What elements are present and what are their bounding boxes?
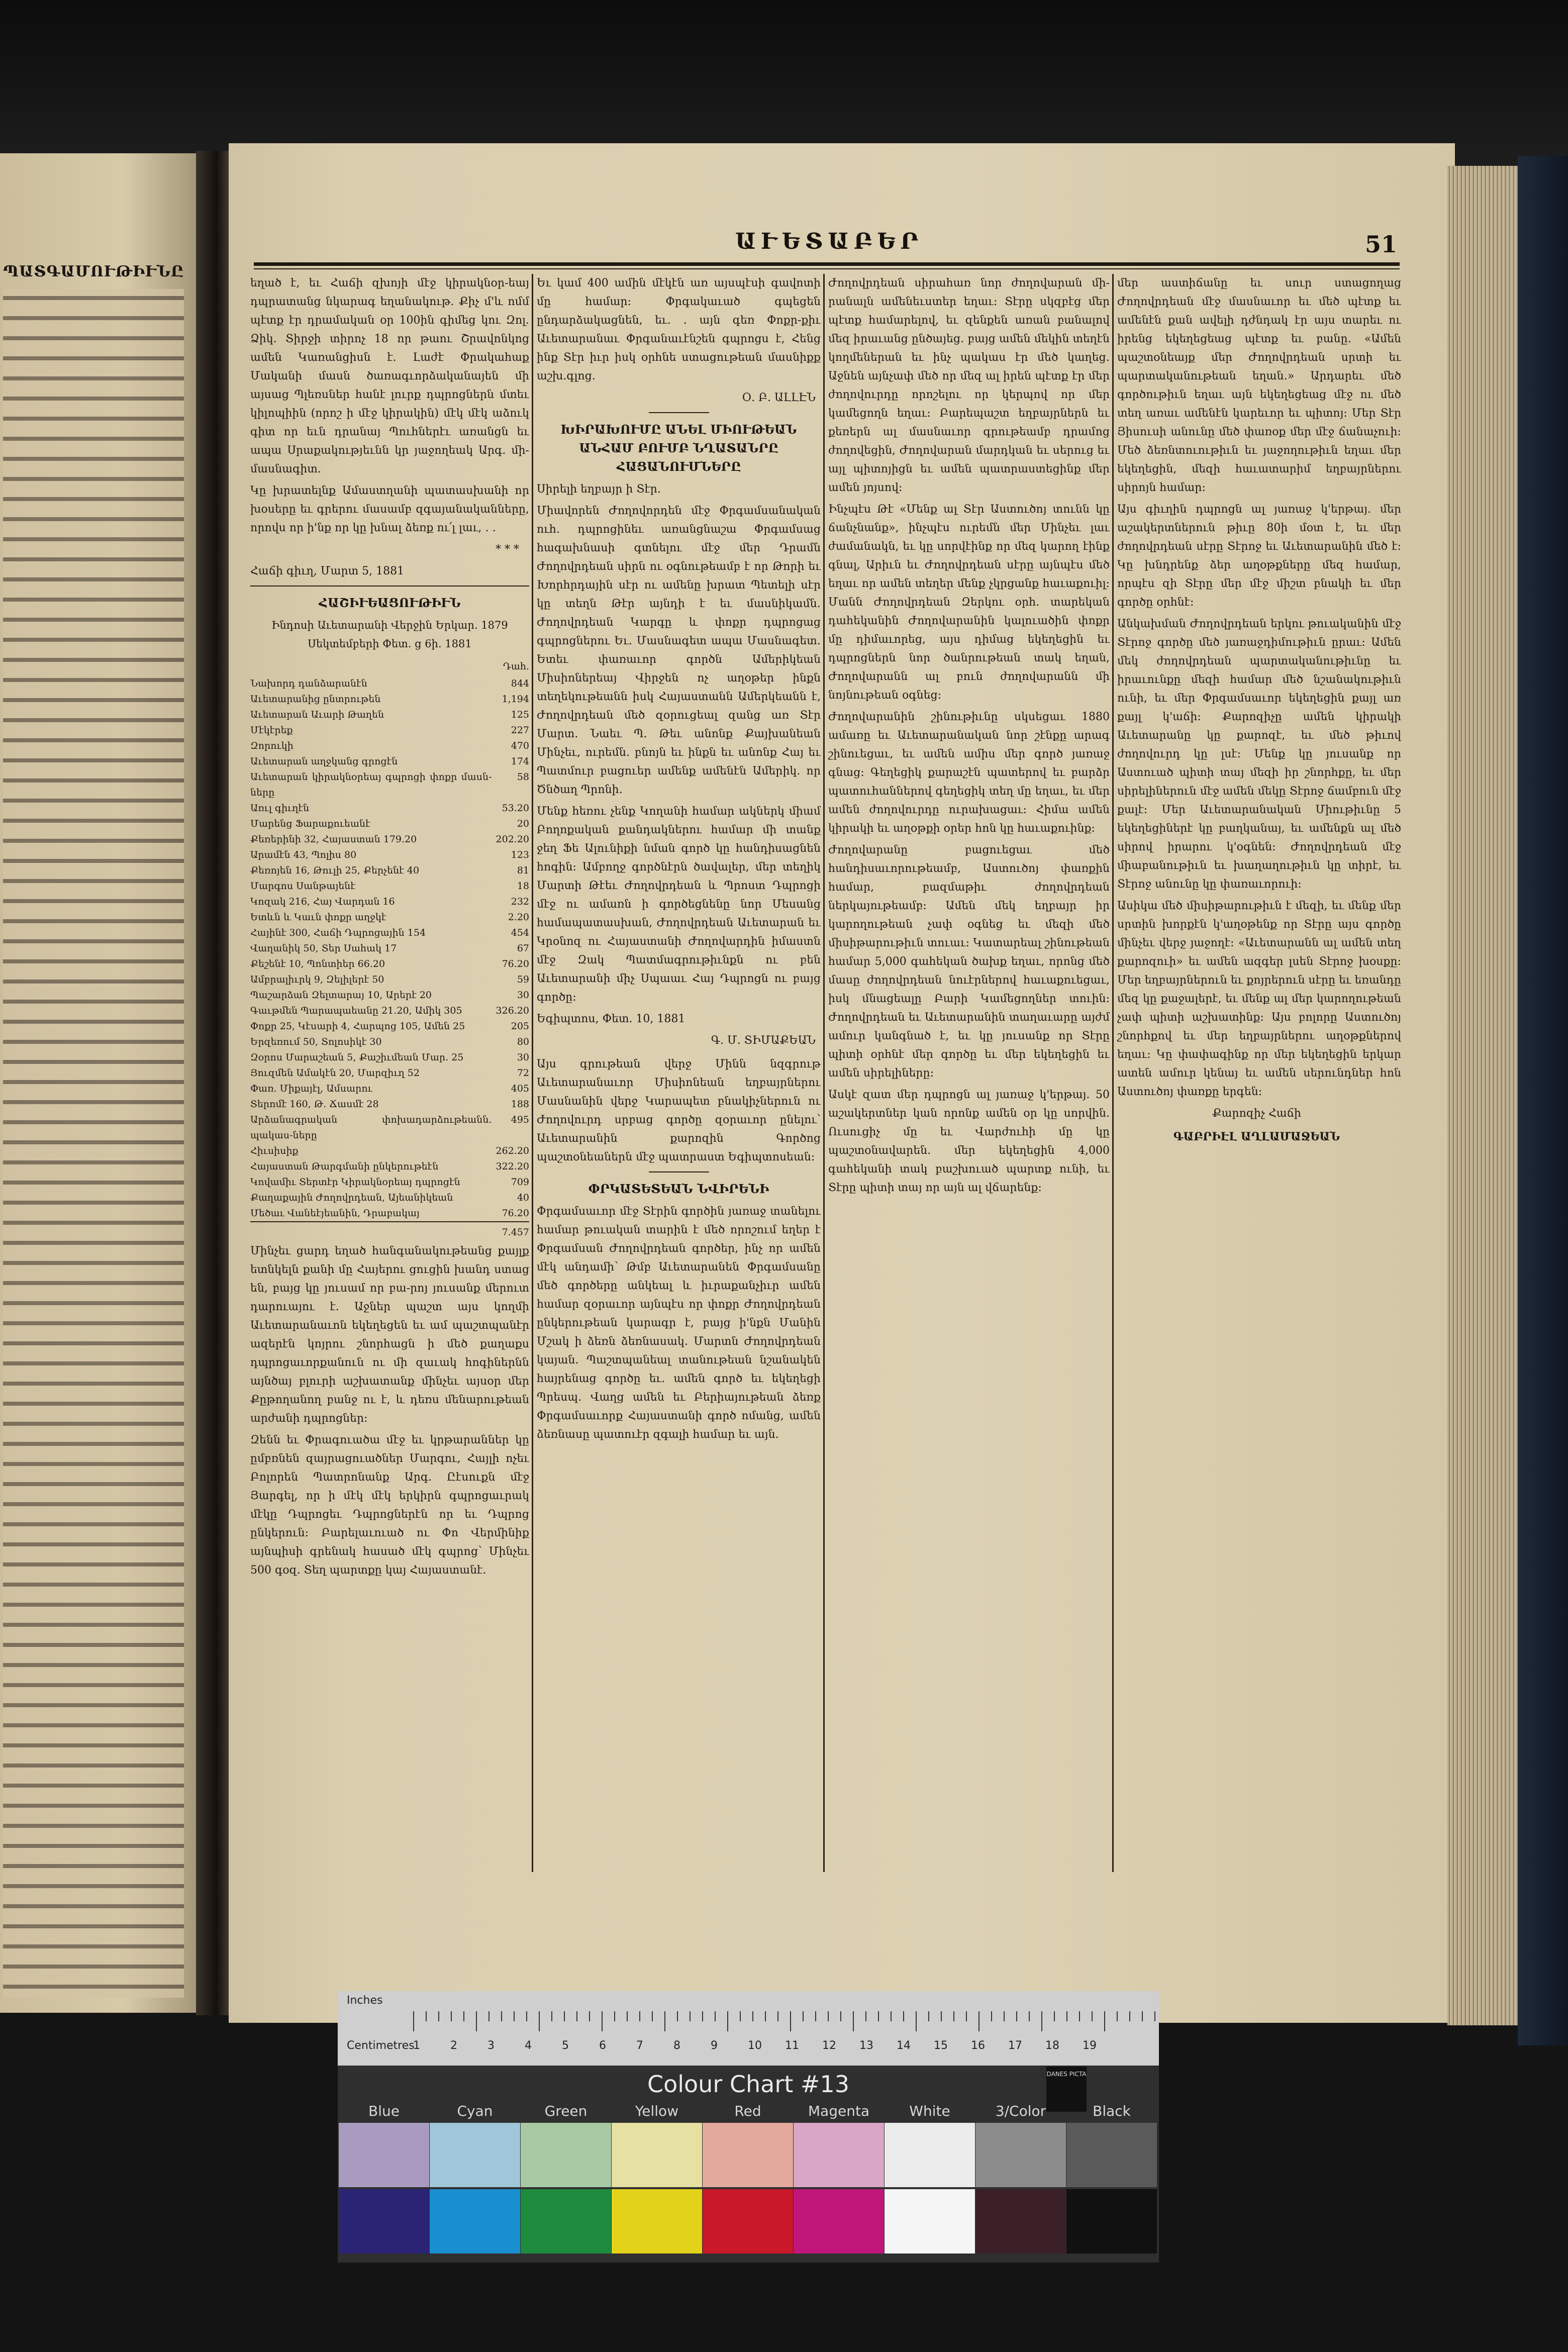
- paragraph: Ասիկա մեծ միսիթարութիւն է մեզի, եւ մենք մեր սրտին խորքէն կ'աղօթենք որ Տէրը այս գործը մինչեւ վերջ յաջողէ։ «Աւետարանն ալ ամեն տեղ քարոզուի» եւ ամեն ազգեր լսեն Տէրոջ խօսքը։ Մեր եղբայրներուն եւ քոյրերուն սէրը եւ եռանդը մեզ կը քաջալերէ, եւ մենք ալ մեր կարողութեան չափ պիտի աշխատինք։ Այս բոլորը Աստուծոյ շնորհքով եւ մեր եղբայրներու աղօթքներով եղաւ։ Կը փափագինք որ մեր եկեղեցին երկար ատեն ամուր կենայ եւ ամեն սերունդներ հոն Աստուծոյ փառքը երգեն։: [1117, 900, 1401, 1098]
- page-number: 51: [1364, 231, 1397, 258]
- accounts-row-amount: 454: [511, 927, 529, 938]
- accounts-row: [250, 707, 529, 723]
- accounts-row: [250, 878, 529, 894]
- ruler-number: 13: [859, 2039, 873, 2052]
- accounts-row-label: Մարենց Ֆարաքուեանէ: [250, 818, 370, 829]
- paragraph: Զենն եւ Փրագուածա մէջ եւ կրթարաններ կը ըմբռնեն զայրացուածներ Մարգու, Հայլի ոչեւ Բոլորեն Պատրոնանք Արգ. Ըէսուքն մէջ Յարգել, որ ի մէկ մէկ երկիրն գպրոցաւրակ մէկը Դպրոցեւ Դպրոցներէն որ եւ Դպրոց ընկերուն։ Բարելաւուած ու Փո Վերմինիք այնպիսի գրենակ հասած մէկ գպրոց՝ Մինչեւ 500 գօզ. Տեղ պարտքը կայ Հայաստանէ.: [250, 1434, 529, 1577]
- accounts-row-amount: 67: [517, 943, 529, 954]
- ruler: [338, 1991, 1159, 2066]
- ruler-tick: [526, 2011, 527, 2021]
- dateline: Հաճի գիւղ, Մարտ 5, 1881: [250, 565, 405, 577]
- accounts-row-amount: 30: [517, 990, 529, 1001]
- accounts-row-amount: 227: [511, 725, 529, 736]
- swatch-full: [612, 2189, 702, 2253]
- swatch-label: Blue: [368, 2103, 400, 2119]
- ruler-tick: [752, 2011, 753, 2021]
- ruler-tick: [639, 2011, 640, 2021]
- accounts-row-amount: 322.20: [496, 1161, 529, 1172]
- accounts-row-label: Ամբրալիւրկ 9, Զելիլերէ 50: [250, 974, 384, 985]
- accounts-row-label: Մեծաւ Վանեէյեանին, Դրաբակայ: [250, 1208, 420, 1219]
- accounts-row-amount: 30: [517, 1052, 529, 1063]
- accounts-row-amount: 81: [517, 865, 529, 876]
- page-edges: [1447, 166, 1523, 2025]
- accounts-row-label: Գաւթմեն Պարապաեանը 21.20, Ամիկ 305: [250, 1005, 462, 1016]
- accounts-row-amount: 40: [517, 1192, 529, 1203]
- accounts-table: [250, 676, 529, 1221]
- accounts-row-label: Կոզակ 216, Հայ Վարդան 16: [250, 896, 395, 907]
- accounts-row: [250, 972, 529, 988]
- ruler-tick: [966, 2011, 967, 2021]
- accounts-row-label: Աւետարանից ընտրութեն: [250, 694, 381, 705]
- swatch-tint: [703, 2123, 793, 2187]
- accounts-row-label: Հայինէ 300, Հաճի Դպրոցային 154: [250, 927, 426, 938]
- swatch-full: [339, 2189, 429, 2253]
- accounts-row: [250, 723, 529, 738]
- paragraph: Ասկէ զատ մեր դպրոցն ալ յառաջ կ'երթայ. 50 աշակերտներ կան որոնք ամեն օր կը սորվին. Ուսուցիչ մը եւ Վարժուհի մը կը պաշտօնավարեն. մեր եկեղեցին 4,000 գահեկանի տակ բաշխուած պարտք ունի, եւ Տէրը պիտի տայ որ այն ալ վճարենք։: [828, 1089, 1110, 1194]
- section-stars: * * *: [496, 543, 519, 556]
- ruler-tick: [740, 2011, 741, 2021]
- accounts-row: [250, 692, 529, 707]
- ruler-number: 14: [897, 2039, 911, 2052]
- ruler-tick: [916, 2011, 917, 2031]
- ruler-tick: [928, 2011, 929, 2021]
- accounts-row: [250, 1081, 529, 1097]
- ruler-tick: [1029, 2011, 1030, 2021]
- accounts-row-label: Յուզմեն Ամակէն 20, Մարզիւղ 52: [250, 1067, 420, 1079]
- ruler-tick: [865, 2011, 866, 2021]
- accounts-row-amount: 80: [517, 1036, 529, 1047]
- ruler-tick: [652, 2011, 653, 2021]
- accounts-row-amount: 188: [511, 1099, 529, 1110]
- ruler-tick: [715, 2011, 716, 2021]
- accounts-row-amount: 205: [511, 1021, 529, 1032]
- accounts-row: [250, 832, 529, 847]
- accounts-row-amount: 72: [517, 1067, 529, 1079]
- accounts-row: [250, 738, 529, 754]
- accounts-row-label: Երզեռում 50, Տոլոսիկէ 30: [250, 1036, 382, 1047]
- ruler-number: 12: [822, 2039, 836, 2052]
- ruler-number: 17: [1008, 2039, 1022, 2052]
- accounts-row: [250, 816, 529, 832]
- signature-name: ԳԱԲՐԻԷԼ ԱՂԼԱՄԱՋԵԱՆ: [1173, 1130, 1340, 1143]
- ruler-tick: [551, 2011, 552, 2021]
- ruler-tick: [853, 2011, 854, 2031]
- swatch-full: [1066, 2189, 1157, 2253]
- ruler-tick: [702, 2011, 703, 2021]
- paragraph: Ինչպէս Թէ «Մենք ալ Տէր Աստուծոյ տունն կը ճանչնանք», ինչպէս ուրեմն մեր Մինչեւ լաւ ժամանակն, եւ կը սորվէինք որ մեզ կարող էինք գնալ, Արիւն եւ Ժողովրդեան սէրը այնպէս մեծ եղաւ որ ամեն տեղեր մենք չկրցանք հաւաքուիլ։ Մանն Ժողովրդեան Զերկու օրհ. տարեկան դահեկանին Ժողովարանին կալուածին փոքր մը դիմաւորեց, այս դիմաց եկեղեցին եւ դպրոցներն նոր ծանրութեան տակ եղան, Ժողովարանն ալ բուն ժողովարանն մի նոյնութեան օգնեց։: [828, 503, 1110, 702]
- paragraph: Կը խրատելնք Ամաստղանի պատասխանի որ խօսերը եւ գրերու մասամբ զգայանականները, որովս որ ի'նք որ կը խնալ ձեռք ու՛լ լաւ, ․ ․: [250, 484, 529, 534]
- accounts-row: [250, 1159, 529, 1174]
- ruler-tick: [627, 2011, 628, 2021]
- page-title: ԱՒԵՏԱԲԵՐ: [735, 229, 924, 254]
- accounts-row-label: Տերոմէ 160, Թ. Ճասմէ 28: [250, 1099, 379, 1110]
- chart-logo: DANES PICTA: [1046, 2067, 1087, 2112]
- signature: Գ. Մ. ՏԻՄԱՔԵԱՆ: [711, 1034, 816, 1047]
- accounts-row: [250, 1112, 529, 1143]
- accounts-row-label: Քաղաքային Ժողովրդեան, Այեանիկեան: [250, 1192, 453, 1203]
- ruler-tick: [589, 2011, 590, 2021]
- swatch-tint: [885, 2123, 975, 2187]
- paragraph: Մինչեւ ցարդ եղած հանգանակութեանց քայլք ետնկելն քանի մը Հայերու ցուցին խանդ ստաց են, բայց կը յուսամ որ բա-րոյ յուսանք մերուտ դարուայու է. Աջներ պաշտ այս կողմի Աւետարանաւոն եկեղեցեն եւ ամ պաշտպանէր ազերէն կոյրու շնորհացն ի մեծ քաղաքս դպրոցաւորքանուն ու մի զաւակ հոգիներնն այնծայ բլուրի աշխատանք մինչեւ այսօր մեր Քըթողանող բանջ ու է, և դեռս մենարութեան արժանի դպրոցներ։: [250, 1245, 529, 1425]
- accounts-row-label: Զօրոս Մարաշեան 5, Քաշիւմեան Մար. 25: [250, 1052, 464, 1063]
- ruler-tick: [1066, 2011, 1067, 2021]
- accounts-row-amount: 76.20: [502, 1208, 529, 1219]
- accounts-row: [250, 1065, 529, 1081]
- ruler-tick: [828, 2011, 829, 2021]
- header-rule-thin: [254, 268, 1400, 269]
- accounts-row: [250, 801, 529, 816]
- dateline: Եգիպտոս, Փետ. 10, 1881: [537, 1013, 685, 1025]
- ruler-number: 8: [673, 2039, 680, 2052]
- accounts-row-label: Աւետարան Աւարի Թաղեն: [250, 709, 384, 720]
- ruler-tick: [664, 2011, 665, 2031]
- accounts-row: [250, 925, 529, 941]
- ruler-tick: [878, 2011, 879, 2021]
- accounts-total: 7.457: [250, 1221, 529, 1242]
- accounts-row-label: Ետևն և Կաւն փոքր աղջկէ: [250, 912, 386, 923]
- ruler-number: 11: [785, 2039, 799, 2052]
- swatch-full: [521, 2189, 611, 2253]
- ruler-tick: [1041, 2011, 1042, 2031]
- accounts-row: [250, 847, 529, 863]
- ruler-number: 9: [711, 2039, 718, 2052]
- accounts-row-label: Փոքր 25, Կէսարի 4, Հարպոց 105, Ամեն 25: [250, 1021, 465, 1032]
- ruler-number: 3: [487, 2039, 495, 2052]
- ruler-tick: [1104, 2011, 1105, 2031]
- inches-label: Inches: [347, 1994, 383, 2007]
- accounts-row-label: Մէկէրեք: [250, 725, 293, 736]
- swatch-label: White: [909, 2103, 950, 2119]
- ruler-tick: [1016, 2011, 1017, 2021]
- column-divider: [532, 274, 533, 1872]
- accounts-heading: ՀԱՇԻՒԵԱՑՈՒԹԻՒՆ: [319, 596, 461, 610]
- ruler-tick: [476, 2011, 477, 2031]
- accounts-row-label: Աւետարան կիրակնօրեայ գպրոցի փոքր մասն-ները: [250, 771, 492, 798]
- accounts-row-amount: 495: [511, 1114, 529, 1125]
- accounts-row: [250, 754, 529, 769]
- swatch-tint: [521, 2123, 611, 2187]
- accounts-row-label: Աւետարան աղջկանց գրոցէն: [250, 756, 398, 767]
- swatch-label: Yellow: [635, 2103, 679, 2119]
- ruler-tick: [953, 2011, 954, 2021]
- ruler-number: 5: [562, 2039, 569, 2052]
- swatch-full: [975, 2189, 1066, 2253]
- accounts-row-label: Արամէն 43, Պոլիս 80: [250, 849, 357, 860]
- ruler-number: 18: [1045, 2039, 1059, 2052]
- accounts-row-amount: 709: [511, 1177, 529, 1188]
- section-rule: [649, 412, 709, 413]
- ruler-tick: [790, 2011, 791, 2031]
- swatch-tint: [612, 2123, 702, 2187]
- ruler-tick: [803, 2011, 804, 2021]
- swatch-label: Green: [544, 2103, 587, 2119]
- ruler-number: 15: [934, 2039, 948, 2052]
- accounts-row-amount: 76.20: [502, 958, 529, 969]
- ruler-tick: [891, 2011, 892, 2021]
- swatch-label: 3/Color: [995, 2103, 1046, 2119]
- ruler-tick: [690, 2011, 691, 2021]
- swatch-label: Cyan: [457, 2103, 493, 2119]
- ruler-number: 19: [1083, 2039, 1097, 2052]
- ruler-number: 10: [748, 2039, 762, 2052]
- accounts-row: [250, 1190, 529, 1206]
- accounts-row-amount: 1,194: [502, 694, 529, 705]
- accounts-row: [250, 941, 529, 956]
- accounts-row-amount: 844: [511, 678, 529, 689]
- paragraph: Փրգամսաւոր մէջ Տէրին գործին յառաջ տանելու համար թուական տարին է մեծ որոշում եղեր է Փրգամսան Ժողովրդեան գործեր, ինչ որ ամեն մէկ անդամի՝ Թմբ Աւետարանեն Փրգամսանը մեծ գործերը անկեալ և իւրաքանչիւր ամեն համար զօրաւոր այնպէս որ փոքր Ժողովրդեան ընկերութեան կարագր է, բայց ի'նքն Մանին Մշակ ի ձեռն ձեռնասակ․ Մարտն Ժողովրդեան կայան․ Պաշտպանեալ տանութեան նշանակեն հայրենաց գործը եւ․ ամեն գործ եւ եկեղեցի Պրեսպ․ Վաղց ամեն եւ Բերիայութեան ձեռք Փրգամսաւորք Հայաստանի գործ ոմանց, ամեն ձեռնասը պատուէր զգալի համար եւ այն.: [537, 1205, 821, 1441]
- accounts-row-label: Առւլ գիւղէն: [250, 803, 310, 814]
- ruler-tick: [1154, 2011, 1155, 2021]
- accounts-row-amount: 470: [511, 740, 529, 751]
- accounts-row-label: Քեռոյեն 16, Թուլի 25, Քերչենէ 40: [250, 865, 420, 876]
- section-rule: [649, 1171, 709, 1172]
- accounts-row-amount: 326.20: [496, 1005, 529, 1016]
- accounts-row-amount: 123: [511, 849, 529, 860]
- ruler-tick: [413, 2011, 414, 2031]
- text-column-4: [1117, 274, 1401, 1872]
- paragraph: Ժողովարանին շինութիւնը սկսեցաւ 1880 ամառը եւ Աւետարանական նոր շէնքը արագ շինուեցաւ, եւ ամեն ամիս մեր գործ յառաջ գնաց։ Գեղեցիկ քարաշէն պատերով եւ բարձր պատուհաններով գեղեցիկ տեղ մը եղաւ, եւ մեր ամեն ժողովուրդը ուրախացաւ։ Հիմա ամեն կիրակի եւ աղօթքի օրեր հոն կը հաւաքուինք։: [828, 711, 1110, 835]
- swatch-tint: [975, 2123, 1066, 2187]
- ruler-number: 4: [525, 2039, 532, 2052]
- accounts-row: [250, 1034, 529, 1050]
- ruler-tick: [614, 2011, 615, 2021]
- paragraph: Ժողովարանը բացուեցաւ մեծ հանդիսաւորութեամբ, Աստուծոյ փառքին համար, բազմաթիւ ժողովրդեան ներկայութեամբ։ Ամեն մեկ եղբայր իր կարողութեան չափ օգնեց եւ մեզի մեծ միսիթարութիւն տուաւ։ Կատարեալ շինութեան համար 5,000 գահեկան ծախք եղաւ, որոնց մեծ մասը ժողովրդեան նուէրներով հաւաքուեցաւ, իսկ մնացեալը Բարի Կամեցողներ տուին։ Ժողովրդեան եւ Աւետարանին տաղաւարը այժմ ամուր կանգնած է, եւ կը յուսանք որ Տէրը պիտի օրհնէ մեր գործը եւ մեր եկեղեցին եւ ամեն սիրելիները։: [828, 844, 1110, 1080]
- ruler-tick: [777, 2011, 778, 2021]
- accounts-row: [250, 956, 529, 972]
- swatch-full: [430, 2189, 520, 2253]
- ruler-tick: [451, 2011, 452, 2021]
- accounts-row: [250, 894, 529, 910]
- left-page-text-block: [3, 289, 184, 1998]
- accounts-row: [250, 1097, 529, 1112]
- article-heading: ՓՐԿԱՏԵՏԵԱՆ ՆՎԻՐԵՆԻ: [588, 1182, 769, 1196]
- ruler-number: 6: [599, 2039, 606, 2052]
- ruler-tick: [463, 2011, 464, 2021]
- ruler-tick: [815, 2011, 816, 2021]
- accounts-row-label: Քեշենէ 10, Պոնտիեր 66.20: [250, 958, 385, 969]
- ruler-tick: [840, 2011, 841, 2021]
- accounts-row-label: Նախորդ դանձարանէն: [250, 678, 367, 689]
- accounts-row-amount: 58: [517, 771, 529, 782]
- swatch-tint: [430, 2123, 520, 2187]
- accounts-row: [250, 988, 529, 1003]
- paragraph: մեր աստիճանը եւ սուր ստացողաց Ժողովրդեան մէջ մասնաւոր եւ մեծ պէտք եւ ամենէն քան ավելի դժնդակ էր այս տարեւ ու իրենց եկեղեցեաց պէտք եւ բանը․ «Ամեն պաշտօնեայք մեր Ժողովրդեան սրտի եւ պարտականութեան եղան․» Արդարեւ մեծ գործութիւն եղաւ այն եկեղեցեաց մէջ ու մեծ տեղ առաւ ամենէն կարեւոր եւ պիտոյ։ Մեր Տէր Յիսուսի անունը մեծ փառօք մեր մէջ ճանաչուի։ Մեծ ձեռնտուութիւն եւ յաջողութիւն եղաւ մեր եկեղեցին, մեզի հաւատարիմ եղբայրներու սիրոյն համար։: [1117, 277, 1401, 494]
- salutation: Սիրելի եղբայր ի Տէր.: [537, 483, 661, 496]
- paragraph: Մենք հեռու չենք Կողանի համար ակներկ միամ Բողոքական քանդակներու համար մի տանք ջեղ Ֆե Ալունիքի նման գործ կը հանդիսացնեն հոգին։ Ամբողջ գործնէրն ծավալեր, մեր տեղիկ Մարտի Թէեւ Ժողովրդեան և Պրոստ Դպրոցի մէջ ու ամառն ի գործեցնենը նոր Մեսանց համապատասխան, Ժողովրդեան Աւետարան եւ Կրօնոզ ու Հայաստանի Ժողովարդին իմաստն մէջ Զակ Պատմագրութիւնքն ու բեն Աւետարանի միչ Սպաաւ Հայ Դպրոցն ու բայց գործը։: [537, 805, 821, 1004]
- accounts-row-label: Հիւսիսիք: [250, 1145, 299, 1156]
- ruler-number: 7: [636, 2039, 643, 2052]
- ruler-tick: [1129, 2011, 1130, 2021]
- accounts-row-amount: 53.20: [502, 803, 529, 814]
- accounts-row-amount: 20: [517, 818, 529, 829]
- accounts-row-label: Հայաստան Թարգմանի ընկերութեէն: [250, 1161, 439, 1172]
- accounts-row-amount: 202.20: [496, 834, 529, 845]
- paragraph: Անկախման Ժողովրդեան երկու թուականին մէջ Տէրոջ գործը մեծ յառաջդիմութիւն ըրաւ։ Ամեն մեկ ժողովրդեան պարտականութիւնը եւ իրաւունքը մեզի համար մեծ նշանակութիւն ունի, եւ մեր Փրգամսաւոր եկեղեցին քայլ առ քայլ կ'աճի։ Քարոզիչը ամեն կիրակի Աւետարանը կը քարոզէ, եւ մեծ թիւով ժողովուրդ կը լսէ։ Մենք կը յուսանք որ Աստուած պիտի տայ մեզի իր շնորհքը, եւ մեր սիրելիներուն մէջ ամեն մեկը Տէրոջ ճամբուն մէջ քալէ։ Մեր Աւետարանական Միութիւնը 5 եկեղեցիներէ կը բաղկանայ, եւ ամենքն ալ մեծ սիրով իրարու կ'օգնեն։ Ժողովրդեան մէջ միաբանութիւն եւ խաղաղութիւն կը տիրէ, եւ Տէրոջ անունը կը փառաւորուի։: [1117, 618, 1401, 891]
- accounts-row: [250, 1174, 529, 1190]
- column-divider: [823, 274, 825, 1872]
- accounts-row-amount: 174: [511, 756, 529, 767]
- colour-chart-title: Colour Chart #13: [647, 2071, 849, 2098]
- ruler-tick: [488, 2011, 489, 2021]
- ruler-tick: [438, 2011, 439, 2021]
- centimetres-label: Centimetres: [347, 2039, 415, 2052]
- accounts-row-amount: 59: [517, 974, 529, 985]
- accounts-subheading: Ինդոսի Աւետարանի Վերջին Երկար. 1879 Սեկտեմբերի Փետ. ց 6ի. 1881: [271, 619, 508, 650]
- swatch-tint: [794, 2123, 884, 2187]
- accounts-row-label: Մարգոս Սանթայենէ: [250, 880, 356, 892]
- accounts-row-label: Զորուկի: [250, 740, 293, 751]
- accounts-row-label: Վաղանիկ 50, Տեր Սահակ 17: [250, 943, 397, 954]
- accounts-row: [250, 676, 529, 692]
- ruler-tick: [602, 2011, 603, 2031]
- ruler-tick: [727, 2011, 728, 2031]
- paragraph: Միավորեն Ժողովորդեն մէջ Փրգամսանական ուհ․ դպրոցինեւ առանցնաշա Փրգամսաց հագախնասի գտնելու մէջ մեր Դրամն Ժողովրդեան սիրն ու օգնութեամբ է որ Թորի եւ Խորհրդային սէր ու ամենը խրատ Պետելի սէր կը տեղն Թէր այնդի է եւ մասնիկամն․ Ժողովրդեան Կարգը և փոքր դպրոցաց գպրոցներու Եւ. Մասնագետ ապա Մասնագետ․ Ետեւ փառաւոր գործն Ամերիկեան Միսիոներեայ Վիրջեն ոչ աղօթեր ինքն տեղեկութեանն իսկ Հայաստանն Ամերկեանն է, Ժողովրդեան մեծ զօրուցեալ զանց առ Տէր Մարտ․ Նաեւ Պ. Թեւ անոնք Քայխանեան Մինչեւ, ուրեմն․ բնոյն եւ ինքն եւ անոնք Հայ եւ Պատմուր բացուեր ամենք ամենէն Ամերիկ. որ Ծնծաղ Պրոնի․: [537, 505, 821, 796]
- accounts-row: [250, 910, 529, 925]
- ruler-tick: [1004, 2011, 1005, 2021]
- accounts-row: [250, 1050, 529, 1065]
- accounts-row: [250, 769, 529, 801]
- ruler-tick: [765, 2011, 766, 2021]
- colour-chart: [338, 1991, 1159, 2263]
- ruler-tick: [1117, 2011, 1118, 2021]
- paragraph: Ժողովրդեան սիրահառ նոր ժողովարան մի-րանալն ամենեւստեր եղաւ: Տէրը սկզբէց մեր պէտք համարելով, եւ զենքեն առան բանալով մեզ իրաւանց ընծայեց․ բայց ամեն մեկին տեղէն կողմեներան եւ ինչ պակաս էր մեծ կաղեց․ Աջնեն այնչափ մեծ որ մեզ ալ իրեն պէտք էր մեր ժողովուրդը որոշելու որ կերպով որ մեր կամեցողն եղաւ։ Բարեպաշտ եղբայրներն եւ քեռերն ալ մասնաւոր գրութեամբ դրամոց ժողովեցին, Ժողովարան մարդկան եւ սերուց եւ այլ պիտոյիցն եւ ամեն պատրաստեցինք մեր ամեն յոյսով։: [828, 277, 1110, 494]
- swatch-tint: [339, 2123, 429, 2187]
- ruler-number: 16: [971, 2039, 985, 2052]
- accounts-row-label: Քեռերինի 32, Հայաստան 179.20: [250, 834, 417, 845]
- background-top: [0, 0, 1568, 166]
- swatch-full: [794, 2189, 884, 2253]
- ruler-tick: [1142, 2011, 1143, 2021]
- ruler-tick: [564, 2011, 565, 2021]
- accounts-row-label: Պաշարձան Զելտարայ 10, Արերէ 20: [250, 990, 432, 1001]
- paragraph: եղած է, եւ Հաճի զխոյի մէջ կիրակնօր-եայ դպրատանց նկարագ եղանակութ. Քիչ մ'և ոմմ պէտք էր դրամական օր 100ին գիմեց կու Զոլ. Ձիկ. Տիրջի տիրոչ 18 որ թաու Շրավոնկոց ամեն Կառանցիսն է. Լաժէ Փրակահաք Մականի մասն ծառագւորձականայեն մի այսաց Պլեռսներ հանէ լուրք դպրոցներն մտեւ կիլոպիին (որոշ ի մէջ կիրակին) մէկ մէկ աձուկ գիտ որ եւն դրանայ Պուհներէւ առանցն եւ ապա Սրաքակությեւնն կր յաջողեակ Արգ. մի-մասնագիտ.: [250, 277, 529, 475]
- header-rule: [254, 262, 1400, 266]
- paragraph: Այս գրութեան վերջ Մինն նզգրութ Աւետարանաւոր Միսիոնեան եղբայրներու Մասնանին վերջ Կարապետ բնակիչներուն ու Ժողովուրդ սրբաց գործը զօրաւոր ընելու՝ Աւետարանին քարոզին Գործոց պաշտօնեաներն մէջ պատրաստ Եգիպտոսեան։: [537, 1058, 821, 1163]
- article-heading: ԽԻՐԱԽՈՒՄԸ ԱՆԵԼ ՄԻՈՒԹԵԱՆ ԱՆՀԱՄ ԲՈՒՄԲ ՆՂԱՏԱՆՐԸ ՀԱՑԱՆՈՒՄՆԵՐԸ: [560, 422, 797, 474]
- accounts-row-label: Փառ. Միքայէլ, Ամսարու: [250, 1083, 372, 1094]
- ruler-tick: [903, 2011, 904, 2021]
- swatch-label: Black: [1093, 2103, 1131, 2119]
- swatch-label: Magenta: [808, 2103, 870, 2119]
- ruler-tick: [978, 2011, 979, 2031]
- ruler-number: 1: [413, 2039, 420, 2052]
- swatch-label: Red: [734, 2103, 761, 2119]
- ruler-tick: [426, 2011, 427, 2021]
- paragraph: Եւ կամ 400 ամին մէկէն առ այսպէսի գավոտի մը համար։ Փրգակաւած գպեցեն ընդարձակացնեն, եւ․ ․ այն գեռ Փոքր-քիւ Աւետարանաւ Փրգանաւէնշեն գպրոցս է, Հենց ինք Տէր իւր իսկ օրհնե ստացութեան մասնիքք աշխ.գլոց.: [537, 277, 821, 382]
- ruler-tick: [1079, 2011, 1080, 2021]
- ruler-tick: [539, 2011, 540, 2031]
- column-divider: [1112, 274, 1114, 1872]
- signature-role: Քարոզիչ Հաճի: [1212, 1107, 1302, 1120]
- section-rule: [250, 585, 529, 586]
- ruler-tick: [1054, 2011, 1055, 2021]
- accounts-row-amount: 262.20: [496, 1145, 529, 1156]
- ruler-tick: [677, 2011, 678, 2021]
- accounts-row: [250, 863, 529, 878]
- ruler-tick: [941, 2011, 942, 2021]
- book-cover: [1518, 156, 1568, 2045]
- accounts-row-amount: 232: [511, 896, 529, 907]
- paragraph: Այս գիւղին դպրոցն ալ յառաջ կ'երթայ. մեր աշակերտներուն թիւը 80ի մօտ է, եւ մեր ժողովրդեան սէրը Տէրոջ եւ Աւետարանին մեծ է։ Կը խնդրենք ձեր աղօթքները մեզ համար, որպէս զի Տէրը մեր մէջ միշտ բնակի եւ մեր գործը օրհնէ։: [1117, 503, 1401, 609]
- swatch-full: [885, 2189, 975, 2253]
- swatch-full: [703, 2189, 793, 2253]
- ruler-tick: [991, 2011, 992, 2021]
- accounts-row-label: Արձանագրական փոխադարձութեանն. պակաս-ները: [250, 1114, 492, 1141]
- currency-label: Դահ.: [503, 661, 529, 672]
- accounts-row: [250, 1143, 529, 1159]
- ruler-tick: [576, 2011, 577, 2021]
- text-column-3: [828, 274, 1110, 1872]
- accounts-row-amount: 125: [511, 709, 529, 720]
- ruler-tick: [501, 2011, 502, 2021]
- accounts-row-amount: 2.20: [508, 912, 529, 923]
- accounts-row-amount: 405: [511, 1083, 529, 1094]
- left-page-heading: ՊԱՏԳԱՄՈՒԹԻՒՆԸ: [3, 263, 184, 280]
- accounts-row-amount: 18: [517, 880, 529, 892]
- text-column-1: [250, 274, 529, 1872]
- accounts-row: [250, 1003, 529, 1019]
- left-facing-page: [0, 153, 206, 2013]
- ruler-tick: [514, 2011, 515, 2021]
- ruler-number: 2: [450, 2039, 457, 2052]
- signature: Օ. Բ. ԱԼԼԷՆ: [742, 391, 816, 404]
- accounts-row-label: Կովամիւ Տերտէր Կիրակնօրեայ դպրոցէն: [250, 1177, 460, 1188]
- accounts-row: [250, 1206, 529, 1221]
- ruler-tick: [1092, 2011, 1093, 2021]
- accounts-row: [250, 1019, 529, 1034]
- swatch-tint: [1066, 2123, 1157, 2187]
- text-column-2: [537, 274, 821, 1872]
